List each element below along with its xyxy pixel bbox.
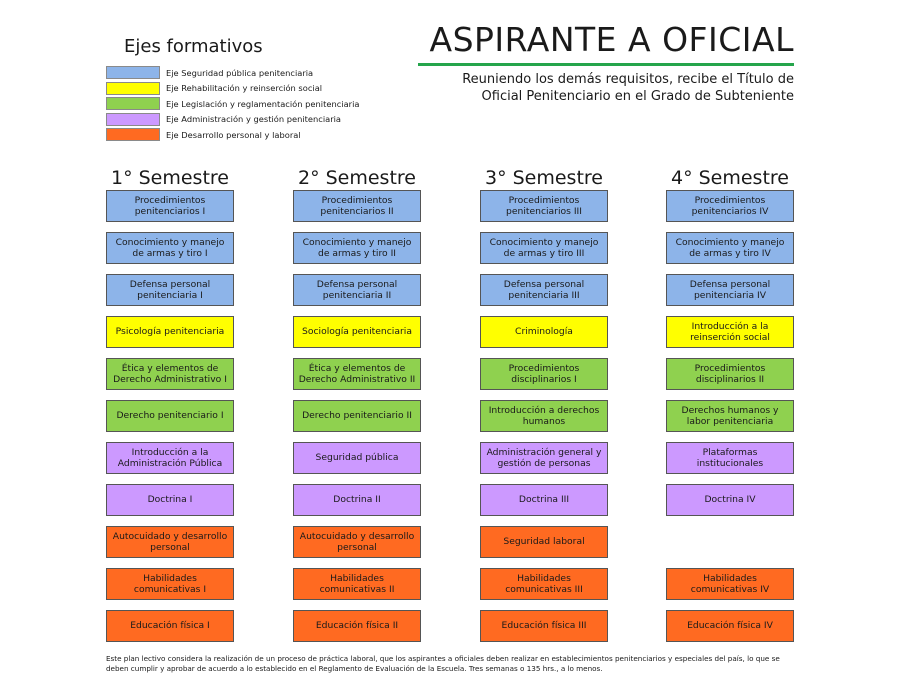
legend-swatch [106, 66, 160, 79]
course-box: Educación física II [293, 610, 421, 642]
course-box: Autocuidado y desarrollo personal [106, 526, 234, 558]
course-box: Derechos humanos y labor penitenciaria [666, 400, 794, 432]
course-box: Habilidades comunicativas IV [666, 568, 794, 600]
legend-label: Eje Rehabilitación y reinserción social [166, 83, 323, 94]
legend-item [106, 96, 359, 112]
legend [106, 36, 359, 143]
semester-title: 3° Semestre [484, 167, 603, 189]
course-box: Introducción a la reinserción social [666, 316, 794, 348]
course-box: Procedimientos penitenciarios IV [666, 190, 794, 222]
semester-column [480, 166, 608, 646]
course-box: Habilidades comunicativas II [293, 568, 421, 600]
course-box: Sociología penitenciaria [293, 316, 421, 348]
course-box: Seguridad laboral [480, 526, 608, 558]
footnote: Este plan lectivo considera la realización de un proceso de práctica laboral, que los aspirantes a oficiales deben realizar en establecimientos penitenciarios y especiales del país, lo que se deben cumplir y aprobar de acuerdo a lo establecido en el Reglamento de Evaluación de la Escuela. Tres semanas o 135 hrs., a lo menos. [106, 654, 780, 673]
course-box: Defensa personal penitenciaria IV [666, 274, 794, 306]
semester-title: 2° Semestre [297, 167, 416, 189]
legend-swatch [106, 128, 160, 141]
semester-column [293, 166, 421, 646]
legend-item [106, 65, 359, 81]
subtitle-line: Reuniendo los demás requisitos, recibe el Título de [462, 72, 794, 87]
legend-label: Eje Desarrollo personal y laboral [166, 129, 301, 140]
legend-item [106, 81, 359, 97]
course-box: Derecho penitenciario I [106, 400, 234, 432]
legend-label: Eje Legislación y reglamentación penitenciaria [166, 98, 360, 109]
semester-title: 1° Semestre [110, 167, 229, 189]
legend-item [106, 112, 359, 128]
legend-label: Eje Seguridad pública penitenciaria [166, 67, 314, 78]
legend-swatch [106, 82, 160, 95]
semester-column [666, 166, 794, 646]
course-box: Introducción a derechos humanos [480, 400, 608, 432]
subtitle-line: Oficial Penitenciario en el Grado de Subteniente [481, 89, 794, 104]
course-box: Autocuidado y desarrollo personal [293, 526, 421, 558]
course-box: Plataformas institucionales [666, 442, 794, 474]
course-box: Doctrina I [106, 484, 234, 516]
course-box: Educación física III [480, 610, 608, 642]
semester-column [106, 166, 234, 646]
legend-list [106, 65, 359, 143]
legend-swatch [106, 97, 160, 110]
course-box: Administración general y gestión de personas [480, 442, 608, 474]
course-box: Seguridad pública [293, 442, 421, 474]
course-box: Derecho penitenciario II [293, 400, 421, 432]
course-box: Conocimiento y manejo de armas y tiro II [293, 232, 421, 264]
title-block [418, 20, 794, 105]
course-box: Procedimientos disciplinarios I [480, 358, 608, 390]
course-box: Procedimientos penitenciarios III [480, 190, 608, 222]
course-box: Habilidades comunicativas I [106, 568, 234, 600]
course-box: Educación física IV [666, 610, 794, 642]
course-box: Procedimientos penitenciarios I [106, 190, 234, 222]
course-box: Conocimiento y manejo de armas y tiro I [106, 232, 234, 264]
legend-label: Eje Administración y gestión penitenciaria [166, 114, 342, 125]
legend-item [106, 127, 359, 143]
course-box: Doctrina III [480, 484, 608, 516]
course-box: Ética y elementos de Derecho Administrativo II [293, 358, 421, 390]
course-box: Conocimiento y manejo de armas y tiro IV [666, 232, 794, 264]
course-box: Introducción a la Administración Pública [106, 442, 234, 474]
course-box: Educación física I [106, 610, 234, 642]
course-box: Conocimiento y manejo de armas y tiro III [480, 232, 608, 264]
course-box: Procedimientos disciplinarios II [666, 358, 794, 390]
legend-title: Ejes formativos [124, 36, 263, 57]
course-box: Psicología penitenciaria [106, 316, 234, 348]
course-box: Defensa personal penitenciaria I [106, 274, 234, 306]
course-box: Defensa personal penitenciaria III [480, 274, 608, 306]
course-box: Procedimientos penitenciarios II [293, 190, 421, 222]
legend-swatch [106, 113, 160, 126]
course-box: Habilidades comunicativas III [480, 568, 608, 600]
page-subtitle [418, 71, 794, 105]
semester-title: 4° Semestre [670, 167, 789, 189]
course-box: Doctrina IV [666, 484, 794, 516]
page-title: ASPIRANTE A OFICIAL [418, 20, 794, 66]
course-box: Defensa personal penitenciaria II [293, 274, 421, 306]
course-box: Doctrina II [293, 484, 421, 516]
course-box: Ética y elementos de Derecho Administrativo I [106, 358, 234, 390]
course-box: Criminología [480, 316, 608, 348]
